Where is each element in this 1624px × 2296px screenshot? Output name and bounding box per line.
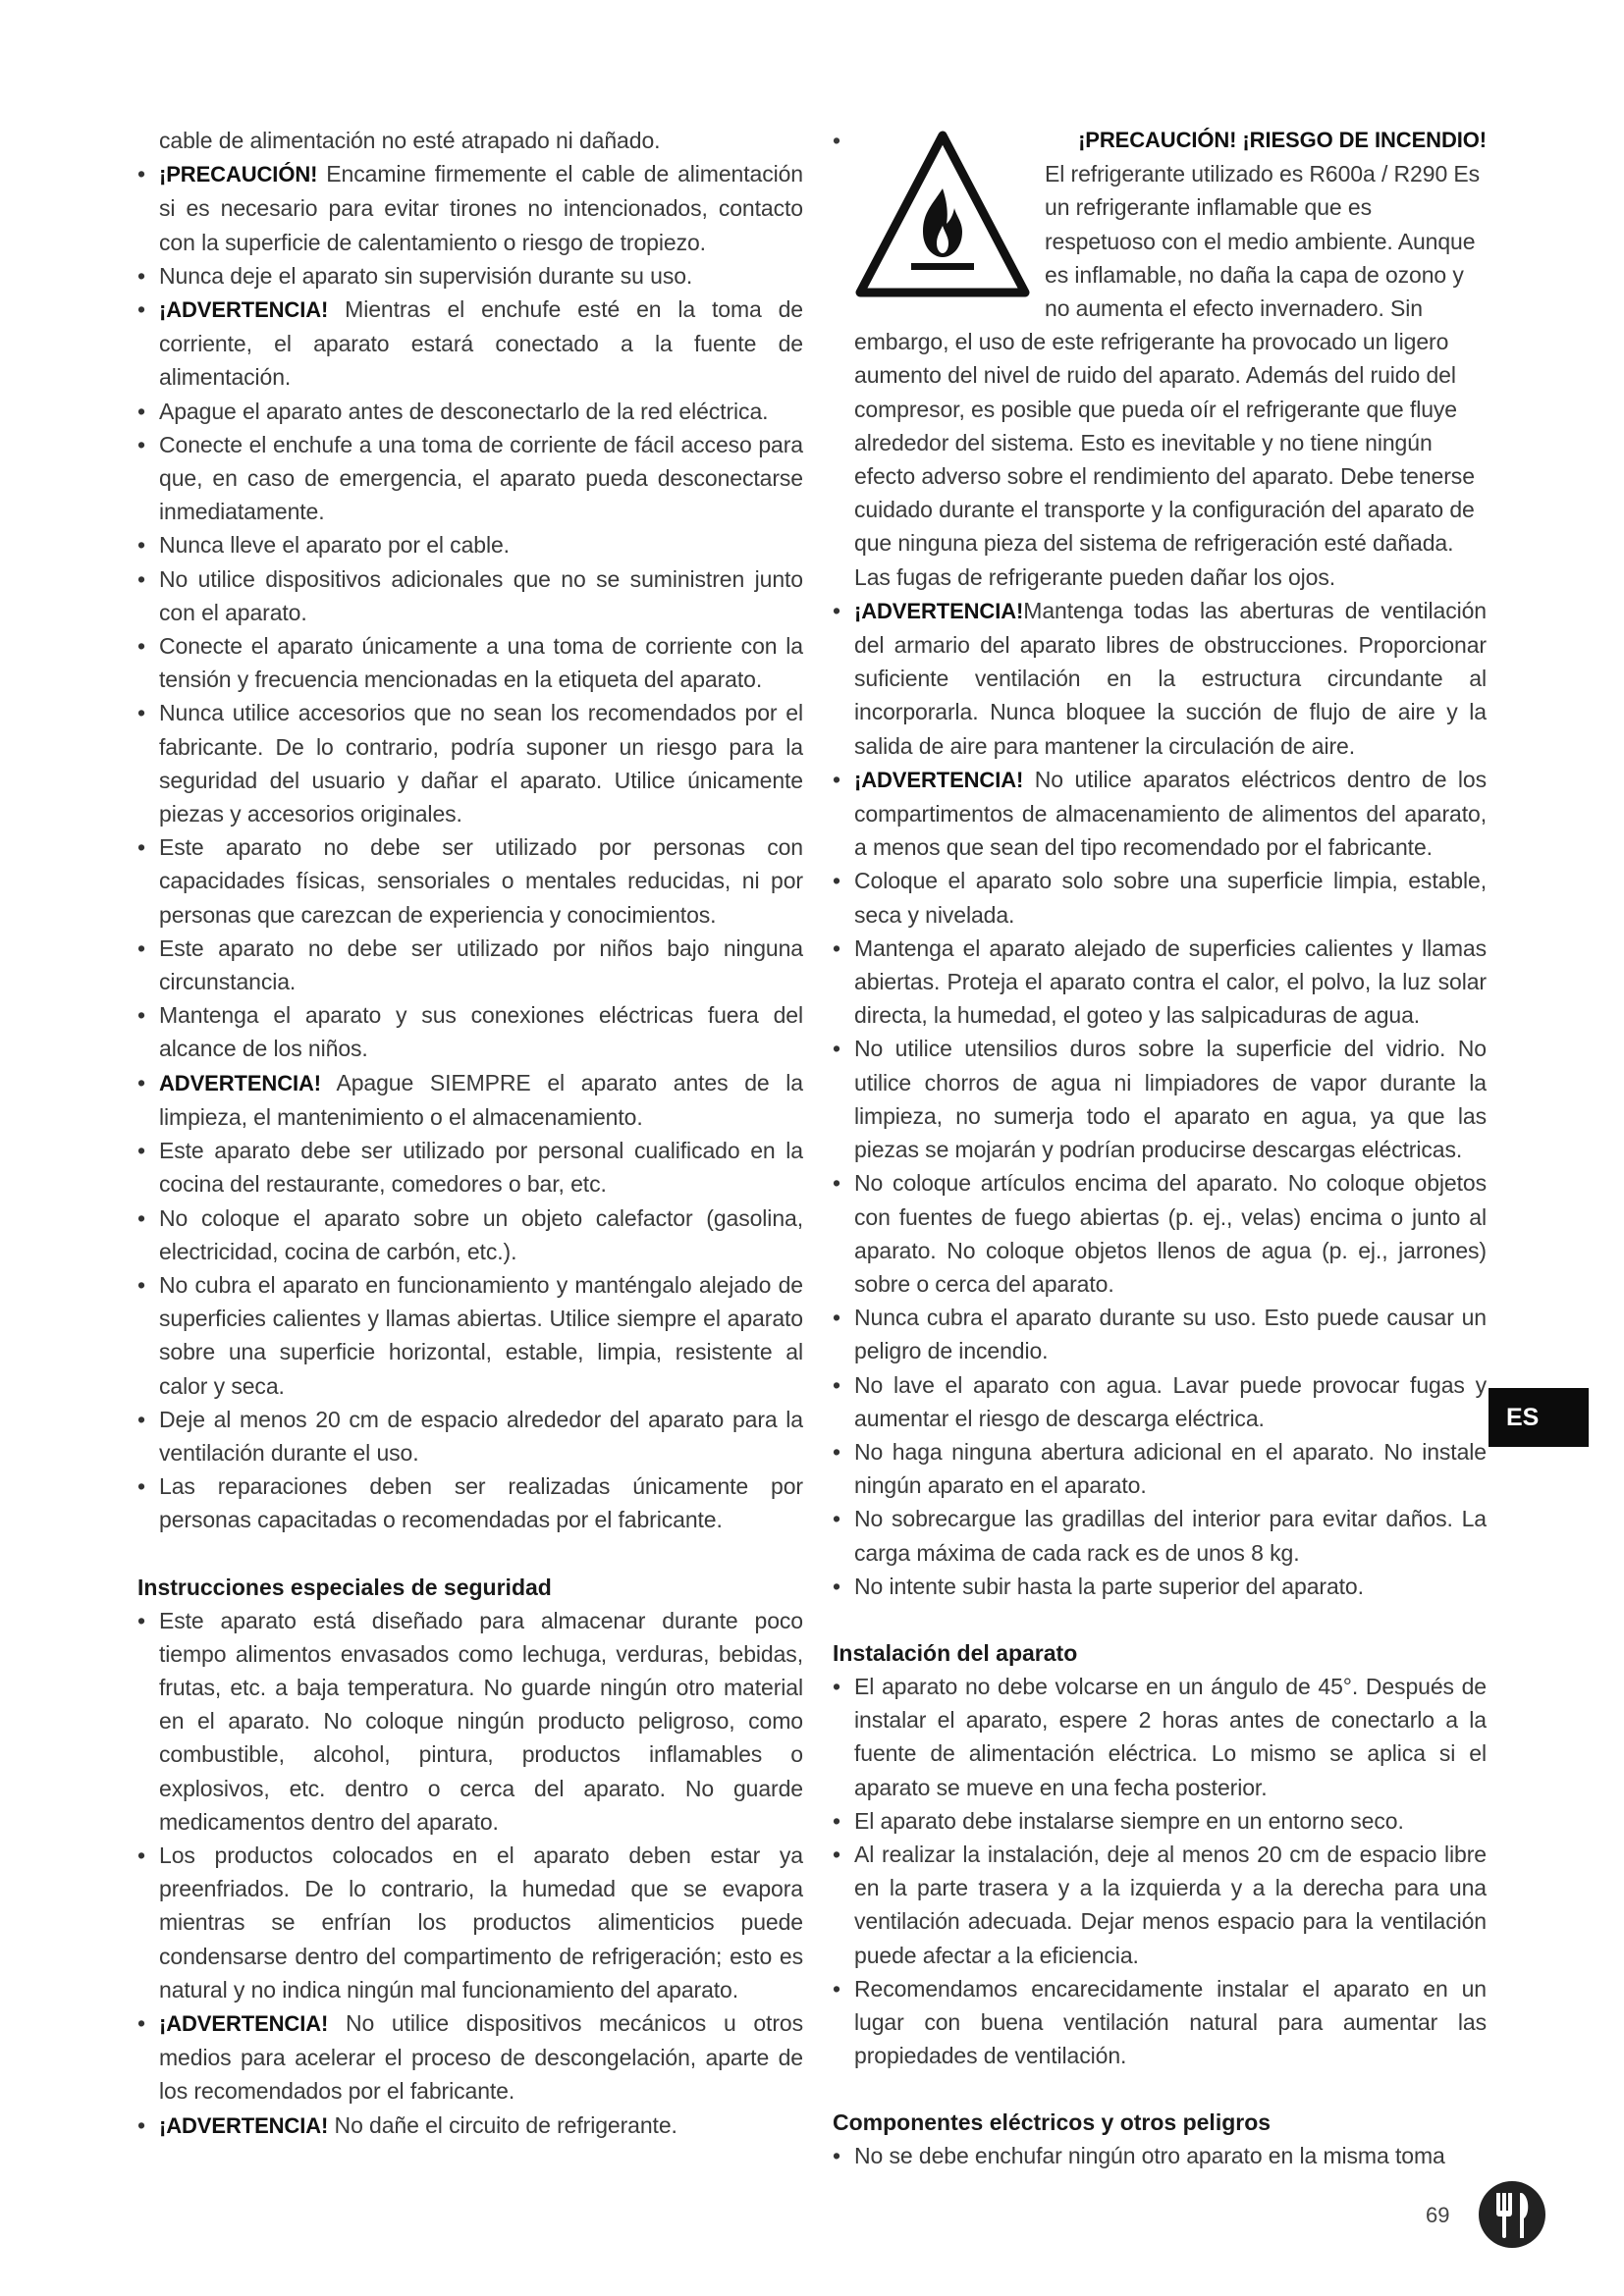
bullet-text: Nunca lleve el aparato por el cable. (159, 532, 510, 559)
flammable-warning-icon (854, 128, 1031, 299)
warning-keyword: ADVERTENCIA! (159, 1070, 322, 1095)
bullet-text: Este aparato no debe ser utilizado por niños bajo ninguna circunstancia. (159, 934, 803, 995)
bullet-text: Apague SIEMPRE el aparato antes de la limpieza, el mantenimiento o el almacenamiento. (159, 1069, 803, 1130)
bullet-item (833, 1570, 1487, 1603)
warning-keyword: ¡ADVERTENCIA! (854, 767, 1024, 792)
bullet-text: No utilice aparatos eléctricos dentro de los compartimentos de almacenamiento de alimentos del aparato, a menos que sean del tipo recomendado por el fabricante. (854, 766, 1487, 861)
bullet-text: El aparato debe instalarse siempre en un entorno seco. (854, 1807, 1404, 1834)
bullet-text: Conecte el aparato únicamente a una toma de corriente con la tensión y frecuencia mencionadas en la etiqueta del aparato. (159, 633, 803, 693)
bullet-item (833, 763, 1487, 865)
bullet-text: Nunca utilice accesorios que no sean los recomendados por el fabricante. De lo contrario, podría suponer un riesgo para la seguridad del usuario y dañar el aparato. Utilice únicamente piezas y accesorios originales. (159, 700, 803, 828)
bullet-text: Este aparato está diseñado para almacenar durante poco tiempo alimentos envasados como lechuga, verduras, bebidas, frutas, etc. a baja temperatura. No guarde ningún otro material en el aparato. No coloque ningún producto peligroso, como combustible, alcohol, pintura, productos inflamables o explosivos, etc. dentro o cerca del aparato. No guarde medicamentos dentro del aparato. (159, 1607, 803, 1835)
bullet-item (137, 2109, 803, 2143)
bullet-item (833, 864, 1487, 931)
bullet-text: cable de alimentación no esté atrapado ni dañado. (159, 128, 661, 153)
left-column (137, 124, 803, 2143)
bullet-item (833, 1670, 1487, 1804)
fire-warning-title: • ¡PRECAUCIÓN! ¡RIESGO DE INCENDIO! (1078, 128, 1487, 152)
bullet-text: No utilice dispositivos adicionales que no se suministren junto con el aparato. (159, 565, 803, 625)
fire-warning (833, 124, 1487, 594)
bullet-text: No cubra el aparato en funcionamiento y manténgalo alejado de superficies calientes y llamas abiertas. Utilice siempre el aparato sobre una superficie horizontal, estable, limpia, resistente al calor y seca. (159, 1271, 803, 1399)
bullet-text: No sobrecargue las gradillas del interior para evitar daños. La carga máxima de cada rack es de unos 8 kg. (854, 1506, 1487, 1566)
warning-keyword: ¡ADVERTENCIA! (854, 598, 1024, 623)
paragraph-continuation (137, 124, 803, 157)
bullet-item (137, 157, 803, 259)
bullet-item (137, 1469, 803, 1536)
bullet-item (833, 1166, 1487, 1301)
bullet-item (833, 2139, 1487, 2172)
bullet-text: Este aparato debe ser utilizado por personal cualificado en la cocina del restaurante, comedores o bar, etc. (159, 1138, 803, 1198)
bullet-item (137, 395, 803, 428)
bullet-text: No utilice utensilios duros sobre la superficie del vidrio. No utilice chorros de agua ni limpiadores de vapor durante la limpieza, no sumerja todo el aparato en agua, ya que las piezas se mojarán y podrían producirse descargas eléctricas. (854, 1036, 1487, 1163)
bullet-text: Este aparato no debe ser utilizado por personas con capacidades físicas, sensoriales o mentales reducidas, ni por personas que carezcan de experiencia y conocimientos. (159, 834, 803, 928)
bullet-text: No coloque el aparato sobre un objeto calefactor (gasolina, electricidad, cocina de carbón, etc.). (159, 1204, 803, 1264)
bullet-text: Apague el aparato antes de desconectarlo de la red eléctrica. (159, 398, 769, 424)
bullet-item (137, 1268, 803, 1403)
cutlery-logo-icon (1477, 2179, 1547, 2250)
bullet-item (137, 1839, 803, 2006)
bullet-text: Mantenga el aparato alejado de superficies calientes y llamas abiertas. Proteja el aparato contra el calor, el polvo, la luz solar directa, la humedad, el goteo y las salpicaduras de agua. (854, 934, 1487, 1029)
bullet-text: Nunca cubra el aparato durante su uso. Esto puede causar un peligro de incendio. (854, 1305, 1487, 1364)
bullet-item (833, 1435, 1487, 1502)
bullet-text: El aparato no debe volcarse en un ángulo de 45°. Después de instalar el aparato, espere 2 horas antes de conectarlo a la fuente de alimentación eléctrica. Lo mismo se aplica si el aparato se mueve en una fecha posterior. (854, 1673, 1487, 1800)
warning-keyword: ¡ADVERTENCIA! (159, 2010, 329, 2036)
fire-warning-text: El refrigerante utilizado es R600a / R290 Es un refrigerante inflamable que es respetuoso con el medio ambiente. Aunque es inflamable, no daña la capa de ozono y no aumenta el efecto invernadero. Sin embargo, el uso de este refrigerante ha provocado un ligero aumento del nivel de ruido del aparato. Además del ruido del compresor, es posible que pueda oír el refrigerante que fluye alrededor del sistema. Esto es inevitable y no tiene ningún efecto adverso sobre el rendimiento del aparato. Debe tenerse cuidado durante el transporte y la configuración del aparato de que ninguna pieza del sistema de refrigeración esté dañada. Las fugas de refrigerante pueden dañar los ojos. (854, 161, 1481, 590)
bullet-text: No dañe el circuito de refrigerante. (328, 2111, 677, 2138)
section-heading: Instalación del aparato (833, 1639, 1078, 1666)
bullet-text: No se debe enchufar ningún otro aparato en la misma toma (854, 2143, 1445, 2169)
bullet-item (137, 293, 803, 395)
bullet-item (137, 1201, 803, 1268)
section-gap (833, 2072, 1487, 2106)
bullet-item (137, 932, 803, 998)
bullet-item (137, 1066, 803, 1134)
bullet-text: No utilice dispositivos mecánicos u otros medios para acelerar el proceso de descongelación, aparte de los recomendados por el fabricante. (159, 2009, 803, 2105)
bullet-text: Las reparaciones deben ser realizadas únicamente por personas capacitadas o recomendadas por el fabricante. (159, 1473, 803, 1533)
bullet-item (137, 259, 803, 293)
bullet-item (833, 1368, 1487, 1435)
right-column (833, 124, 1487, 2173)
bullet-item (137, 2006, 803, 2109)
section-gap (833, 1603, 1487, 1636)
bullet-text: Recomendamos encarecidamente instalar el aparato en un lugar con buena ventilación natural para aumentar las propiedades de ventilación. (854, 1975, 1487, 2069)
bullet-item (137, 528, 803, 561)
bullet-item (137, 629, 803, 696)
section-gap (137, 1537, 803, 1571)
bullet-item (833, 1301, 1487, 1367)
bullet-text: Encamine firmemente el cable de alimentación si es necesario para evitar tirones no intencionados, contacto con la superficie de calentamiento o riesgo de tropiezo. (159, 161, 803, 255)
warning-keyword: ¡PRECAUCIÓN! (159, 162, 318, 187)
warning-keyword: ¡ADVERTENCIA! (159, 297, 329, 323)
bullet-item (833, 932, 1487, 1033)
section-heading: Instrucciones especiales de seguridad (137, 1574, 552, 1600)
bullet-item (137, 562, 803, 629)
section-heading: Componentes eléctricos y otros peligros (833, 2109, 1272, 2136)
bullet-item (137, 830, 803, 932)
bullet-text: No haga ninguna abertura adicional en el aparato. No instale ningún aparato en el aparato. (854, 1438, 1487, 1499)
bullet-item (137, 998, 803, 1065)
bullet-text: Al realizar la instalación, deje al menos 20 cm de espacio libre en la parte trasera y a la izquierda y a la derecha para una ventilación adecuada. Dejar menos espacio para la ventilación puede afectar a la eficiencia. (854, 1841, 1487, 1968)
bullet-text: Coloque el aparato solo sobre una superficie limpia, estable, seca y nivelada. (854, 868, 1487, 928)
bullet-item (833, 594, 1487, 763)
bullet-item (833, 1032, 1487, 1166)
bullet-item (833, 1972, 1487, 2073)
bullet-item (137, 1604, 803, 1839)
warning-keyword: ¡ADVERTENCIA! (159, 2112, 329, 2138)
bullet-item (137, 696, 803, 830)
bullet-text: Mientras el enchufe esté en la toma de corriente, el aparato estará conectado a la fuente de alimentación. (159, 296, 803, 391)
bullet-item (137, 1403, 803, 1469)
bullet-text: No coloque artículos encima del aparato. No coloque objetos con fuentes de fuego abiertas (p. ej., velas) encima o junto al aparato. No coloque objetos llenos de agua (p. ej., jarrones) sobre o cerca del aparato. (854, 1170, 1487, 1297)
bullet-text: Nunca deje el aparato sin supervisión durante su uso. (159, 262, 693, 289)
bullet-item (833, 1804, 1487, 1838)
bullet-text: Mantenga el aparato y sus conexiones eléctricas fuera del alcance de los niños. (159, 1002, 803, 1062)
bullet-item (833, 1502, 1487, 1569)
bullet-text: Deje al menos 20 cm de espacio alrededor del aparato para la ventilación durante el uso. (159, 1406, 803, 1466)
right-column-items (833, 594, 1487, 2173)
page-number: 69 (1426, 2203, 1450, 2227)
bullet-item (137, 428, 803, 529)
bullet-text: Mantenga todas las aberturas de ventilación del armario del aparato libres de obstrucciones. Proporcionar suficiente ventilación en la estructura circundante al incorporarla. Nunca bloquee la succión de flujo de aire y la salida de aire para mantener la circulación de aire. (854, 597, 1487, 759)
bullet-text: Los productos colocados en el aparato deben estar ya preenfriados. De lo contrario, la humedad que se evapora mientras se enfrían los productos alimenticios puede condensarse dentro del compartimento de refrigeración; esto es natural y no indica ningún mal funcionamiento del aparato. (159, 1842, 803, 2002)
language-tab: ES (1489, 1388, 1589, 1447)
bullet-text: No intente subir hasta la parte superior del aparato. (854, 1573, 1364, 1599)
bullet-item (137, 1134, 803, 1201)
bullet-text: Conecte el enchufe a una toma de corriente de fácil acceso para que, en caso de emergencia, el aparato pueda desconectarse inmediatamente. (159, 431, 803, 525)
bullet-item (833, 1838, 1487, 1972)
bullet-text: No lave el aparato con agua. Lavar puede provocar fugas y aumentar el riesgo de descarga eléctrica. (854, 1371, 1487, 1431)
